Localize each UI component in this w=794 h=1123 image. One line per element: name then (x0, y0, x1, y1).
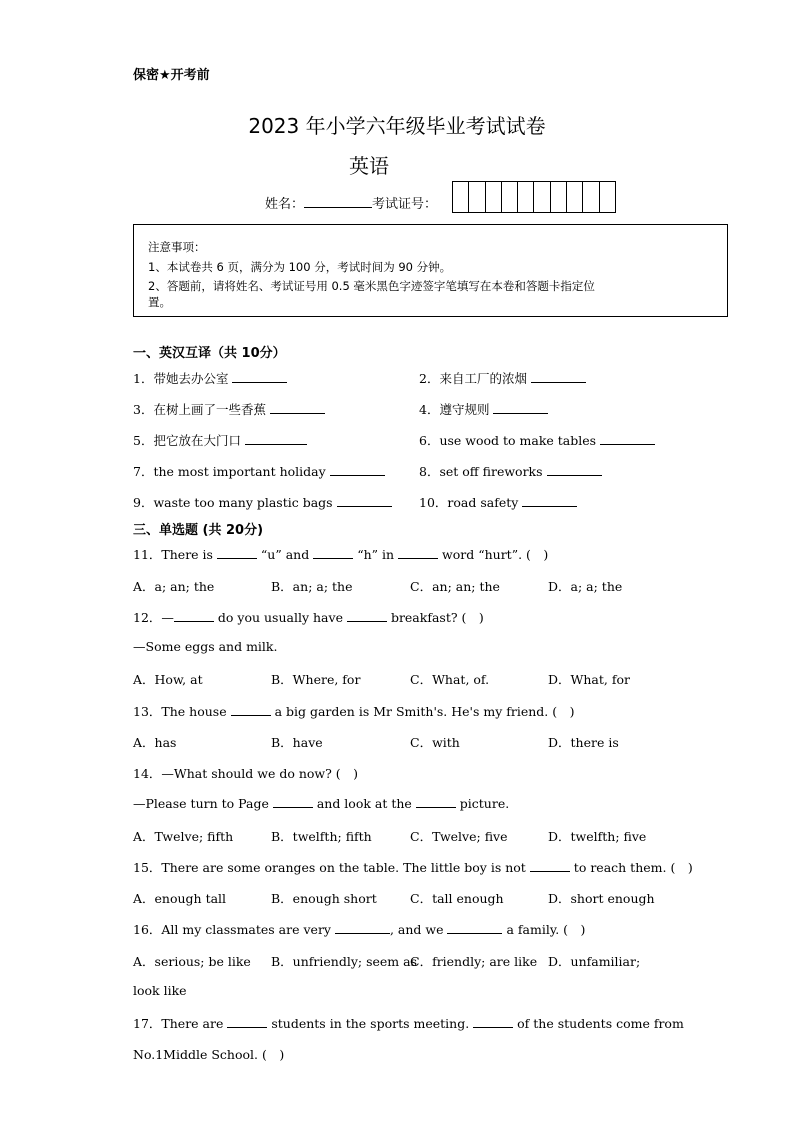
subject-title: 英语 (349, 154, 389, 178)
translate-item-5: 5．把它放在大门口 (133, 431, 307, 449)
q11-option-c[interactable]: C．an; an; the (410, 579, 500, 594)
section-1-heading: 一、英汉互译（共 10分） (133, 346, 286, 361)
translate-item-1: 1．带她去办公室 (133, 369, 287, 387)
name-field (265, 193, 437, 212)
question-16: 16．All my classmates are very , and we a family. ( ) (133, 922, 586, 937)
exam-id-label: 考试证号： (372, 197, 438, 212)
q16-option-a[interactable]: A．serious; be like (133, 954, 251, 969)
q14-answer: —Please turn to Page and look at the picture. (133, 796, 510, 811)
exam-id-boxes[interactable] (452, 181, 616, 213)
question-13: 13．The house a big garden is Mr Smith's. He's my friend. ( ) (133, 704, 575, 719)
notice-line-2: 2、答题前，请将姓名、考试证号用 0.5 毫米黑色字迹签字笔填写在本卷和答题卡指定位 (148, 279, 595, 293)
q12-option-a[interactable]: A．How, at (133, 672, 203, 687)
q13-option-d[interactable]: D．there is (548, 735, 619, 750)
translate-item-3: 3．在树上画了一些香蕉 (133, 400, 325, 418)
translate-item-10: 10．road safety (419, 493, 577, 511)
question-12: 12．— do you usually have breakfast? ( ) (133, 610, 484, 625)
q14-option-c[interactable]: C．Twelve; five (410, 829, 508, 844)
exam-title: 2023 年小学六年级毕业考试试卷 (248, 114, 546, 138)
translate-item-7: 7．the most important holiday (133, 462, 385, 480)
question-17: 17．There are students in the sports meeting. of the students come from (133, 1016, 684, 1031)
q12-option-c[interactable]: C．What, of. (410, 672, 490, 687)
q13-option-a[interactable]: A．has (133, 735, 177, 750)
notice-box (133, 224, 728, 317)
translate-item-9: 9．waste too many plastic bags (133, 493, 392, 511)
translate-item-4: 4．遵守规则 (419, 400, 548, 418)
q13-option-c[interactable]: C．with (410, 735, 460, 750)
q16-option-d[interactable]: D．unfamiliar; (548, 954, 641, 969)
question-14: 14．—What should we do now? ( ) (133, 766, 359, 781)
q14-option-d[interactable]: D．twelfth; five (548, 829, 647, 844)
q11-option-a[interactable]: A．a; an; the (133, 579, 215, 594)
q16-option-b[interactable]: B．unfriendly; seem as (271, 954, 417, 969)
section-3-heading: 三、单选题 (共 20分) (133, 523, 264, 538)
notice-line-1: 1、本试卷共 6 页，满分为 100 分，考试时间为 90 分钟。 (148, 260, 452, 274)
translate-item-8: 8．set off fireworks (419, 462, 602, 480)
q15-option-b[interactable]: B．enough short (271, 891, 377, 906)
notice-line-3: 置。 (148, 295, 171, 309)
translate-item-6: 6．use wood to make tables (419, 431, 655, 449)
q14-option-a[interactable]: A．Twelve; fifth (133, 829, 234, 844)
q16-option-c[interactable]: C．friendly; are like (410, 954, 538, 969)
q14-option-b[interactable]: B．twelfth; fifth (271, 829, 372, 844)
notice-title: 注意事项： (148, 240, 206, 254)
q15-option-d[interactable]: D．short enough (548, 891, 655, 906)
q12-option-b[interactable]: B．Where, for (271, 672, 361, 687)
q12-answer: —Some eggs and milk. (133, 639, 278, 654)
question-11: 11．There is “u” and “h” in word “hurt”. ( ) (133, 547, 549, 562)
translate-item-2: 2．来自工厂的浓烟 (419, 369, 586, 387)
q12-option-d[interactable]: D．What, for (548, 672, 630, 687)
q15-option-c[interactable]: C．tall enough (410, 891, 504, 906)
q11-option-b[interactable]: B．an; a; the (271, 579, 353, 594)
confidential-mark: 保密★开考前 (133, 68, 210, 83)
q16-option-d-continued: look like (133, 983, 187, 998)
name-blank[interactable] (304, 195, 372, 208)
q15-option-a[interactable]: A．enough tall (133, 891, 227, 906)
name-label: 姓名： (265, 197, 305, 212)
question-17-continued: No.1Middle School. ( ) (133, 1047, 285, 1062)
q13-option-b[interactable]: B．have (271, 735, 323, 750)
question-15: 15．There are some oranges on the table. The little boy is not to reach them. ( ) (133, 860, 693, 875)
q11-option-d[interactable]: D．a; a; the (548, 579, 623, 594)
